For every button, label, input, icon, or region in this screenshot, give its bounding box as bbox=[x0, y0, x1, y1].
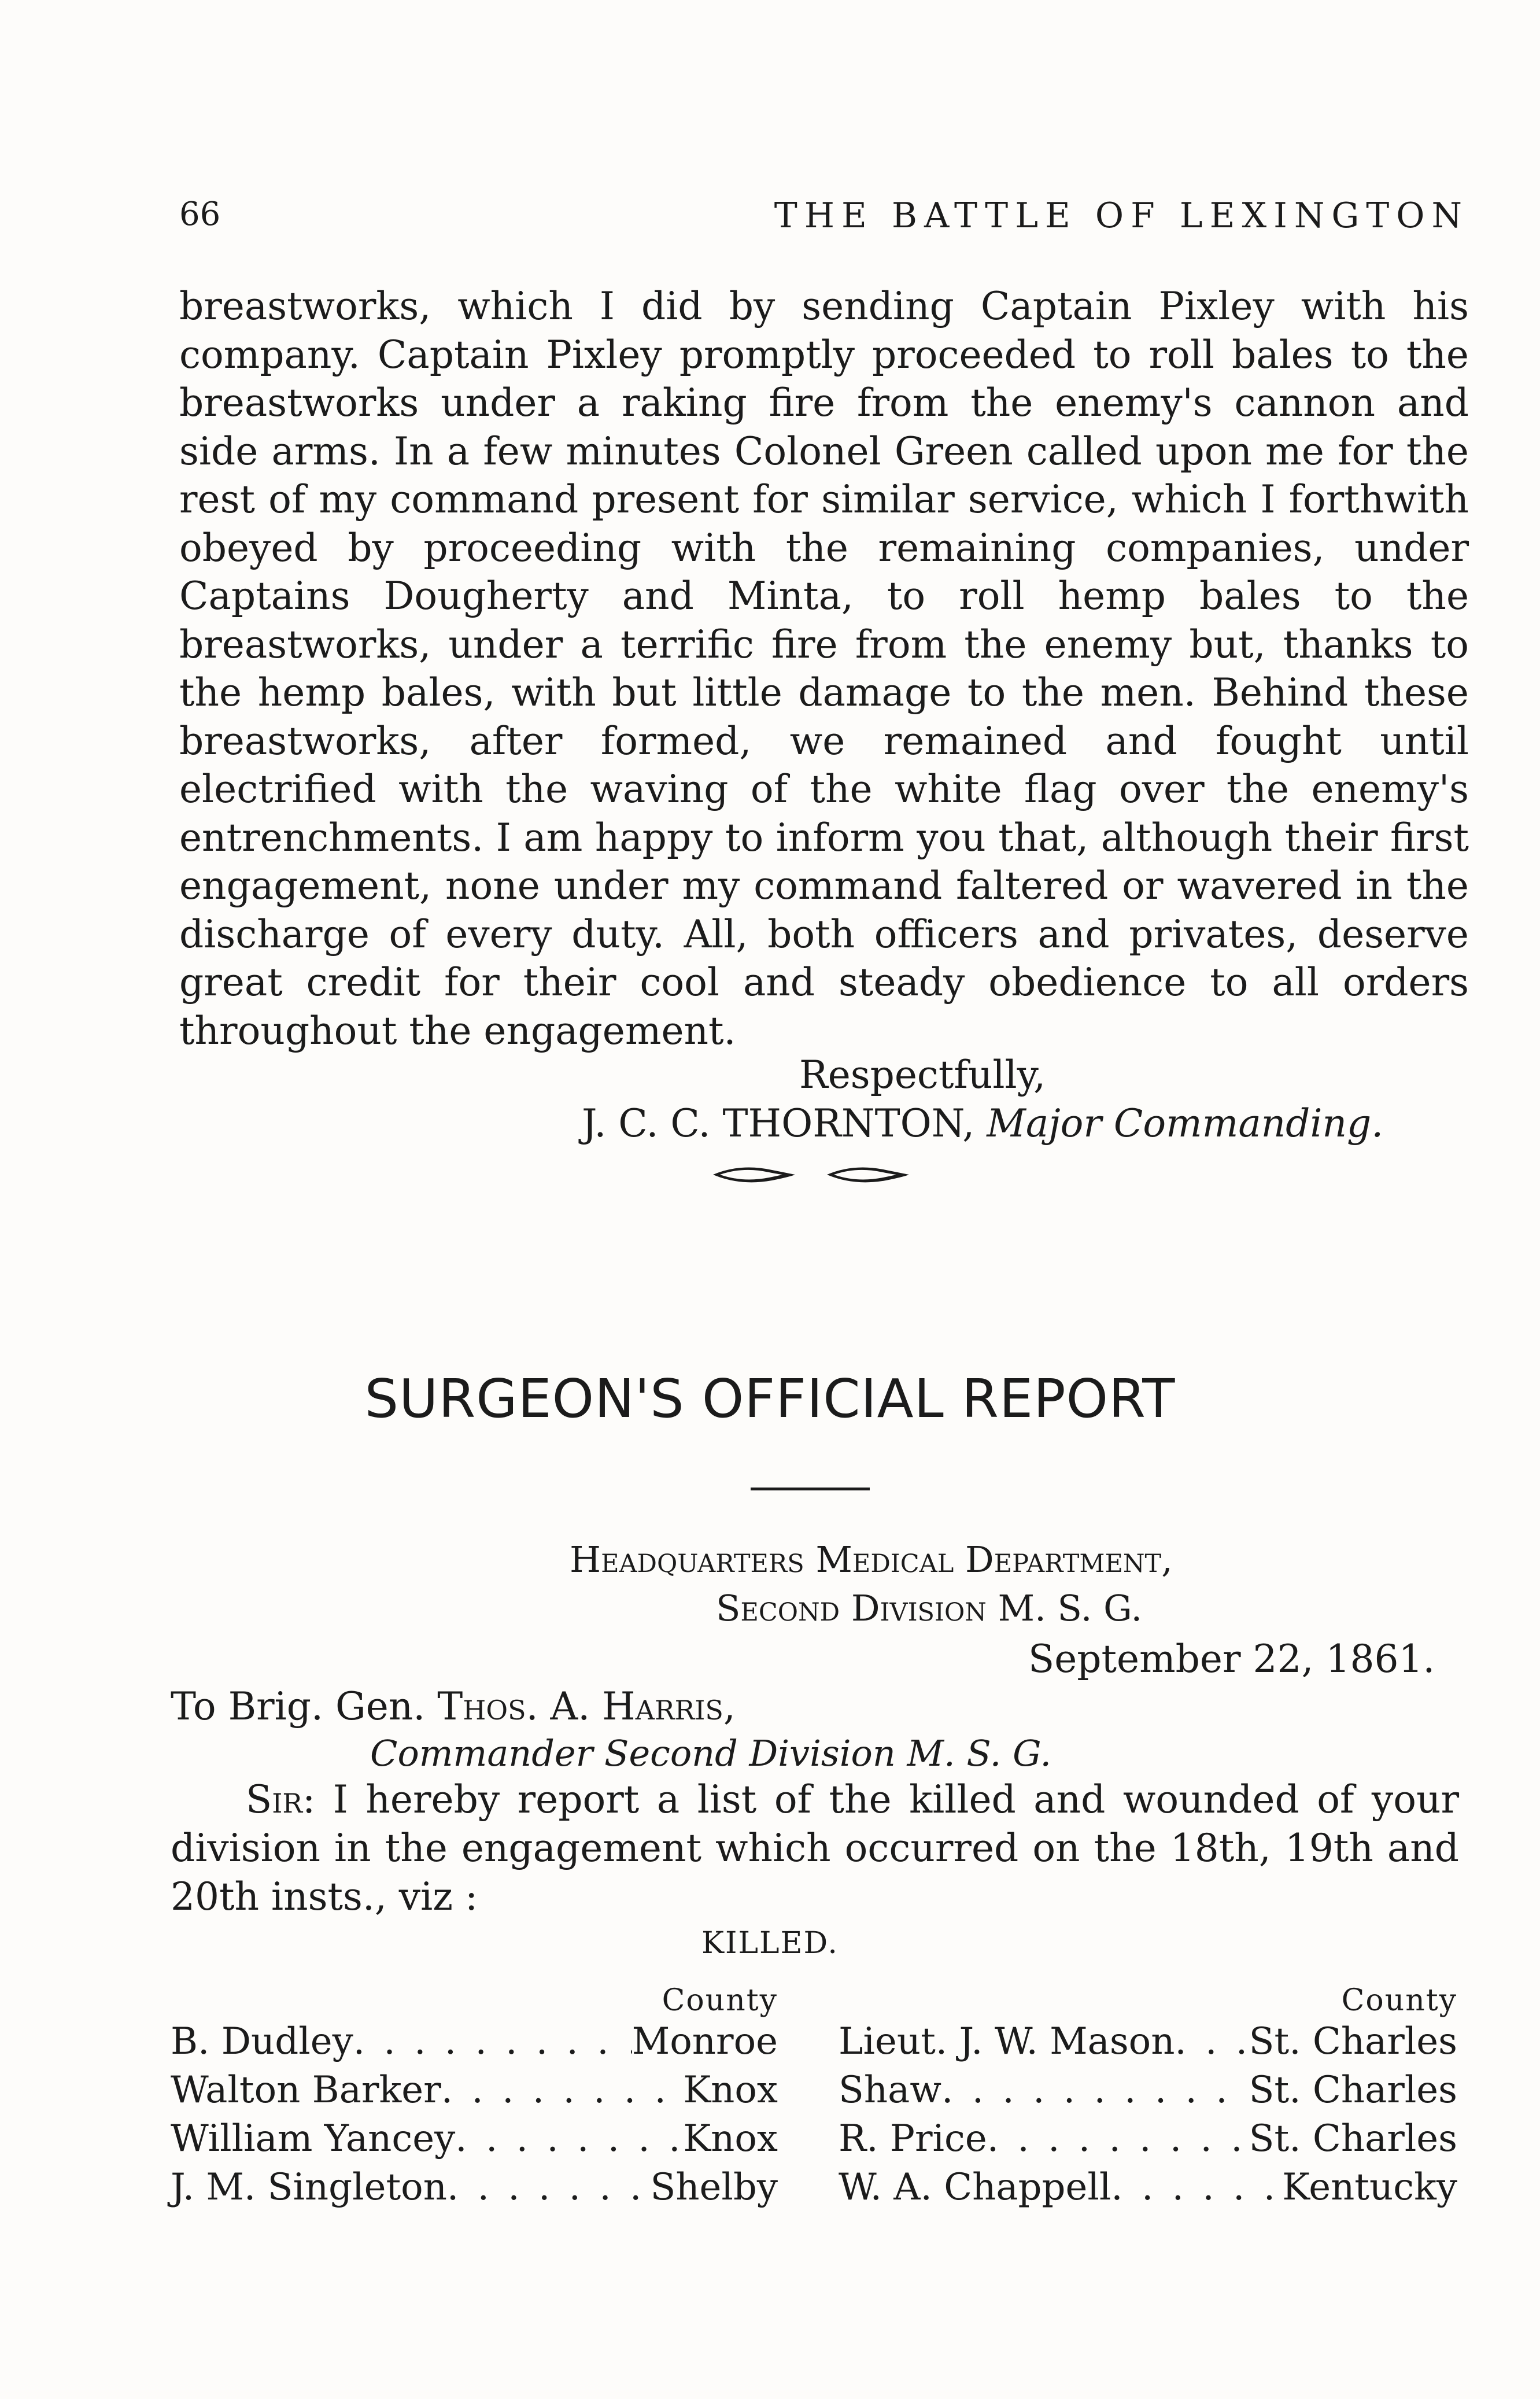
signature bbox=[582, 1101, 1383, 1146]
leader-dots bbox=[987, 2114, 1249, 2163]
killed-name: Shaw bbox=[839, 2069, 941, 2112]
list-item bbox=[839, 2114, 1457, 2163]
list-item bbox=[171, 2114, 778, 2163]
list-item bbox=[171, 2066, 778, 2114]
leader-dots bbox=[941, 2066, 1249, 2114]
running-title: THE BATTLE OF LEXINGTON bbox=[774, 195, 1469, 236]
killed-name: Walton Barker bbox=[171, 2069, 441, 2112]
county-header: County bbox=[1341, 1983, 1457, 2018]
killed-name: R. Price bbox=[839, 2117, 987, 2160]
list-item bbox=[839, 2017, 1457, 2066]
list-item bbox=[171, 2163, 778, 2212]
addressee-name: Thos. A. Harris, bbox=[437, 1684, 736, 1729]
county-header: County bbox=[662, 1983, 778, 2018]
title-rule bbox=[751, 1488, 870, 1490]
killed-county: Kentucky bbox=[1282, 2166, 1457, 2209]
killed-list-right bbox=[839, 1984, 1457, 2212]
commander-line: Commander Second Division M. S. G. bbox=[370, 1732, 1052, 1774]
running-head bbox=[179, 195, 1469, 248]
list-item bbox=[839, 2066, 1457, 2114]
leader-dots bbox=[353, 2017, 632, 2066]
killed-county: Knox bbox=[683, 2117, 778, 2160]
signature-title: Major Commanding. bbox=[987, 1101, 1384, 1146]
killed-county: Shelby bbox=[650, 2166, 778, 2209]
leader-dots bbox=[1111, 2163, 1282, 2212]
section-title: SURGEON'S OFFICIAL REPORT bbox=[364, 1368, 1176, 1430]
list-item bbox=[171, 2017, 778, 2066]
page-number: 66 bbox=[179, 195, 221, 233]
killed-county: Knox bbox=[683, 2069, 778, 2112]
killed-name: Lieut. J. W. Mason bbox=[839, 2020, 1175, 2063]
ornament-divider bbox=[708, 1158, 917, 1191]
report-paragraph: breastworks, which I did by sending Captain Pixley with his company. Captain Pixley promptly proceeded to roll bales to the breastworks under a raking fire from the enemy's cannon and side arms. In a few minutes Colonel Green called upon me for the rest of my command present for similar service, which I forthwith obeyed by proceeding with the remaining companies, under Captains Dougherty and Minta, to roll hemp bales to the breastworks, under a terrific fire from the enemy but, thanks to the hemp bales, with but little damage to the men. Behind these breastworks, after formed, we remained and fought until electrified with the waving of the white flag over the enemy's entrenchments. I am happy to inform you that, although their first engagement, none under my command faltered or wavered in the discharge of every duty. All, both officers and privates, deserve great credit for their cool and steady obedience to all orders throughout the engagement. bbox=[179, 284, 1469, 1053]
killed-list-left bbox=[171, 1984, 778, 2212]
killed-name: William Yancey bbox=[171, 2117, 456, 2160]
killed-county: St. Charles bbox=[1249, 2117, 1457, 2160]
report-date: September 22, 1861. bbox=[1028, 1637, 1435, 1681]
killed-county: St. Charles bbox=[1249, 2069, 1457, 2112]
heading-line-2: Second Division M. S. G. bbox=[716, 1587, 1143, 1629]
leader-dots bbox=[455, 2114, 683, 2163]
signature-name: J. C. C. THORNTON, bbox=[582, 1101, 975, 1146]
killed-name: B. Dudley bbox=[171, 2020, 353, 2063]
salutation-paragraph bbox=[171, 1776, 1459, 1921]
salutation: Sir: bbox=[246, 1777, 316, 1822]
report-body: I hereby report a list of the killed and wounded of your division in the engagement which occurred on the 18th, 19th and 20th insts., viz : bbox=[171, 1777, 1459, 1919]
killed-name: W. A. Chappell bbox=[839, 2166, 1111, 2209]
addressee bbox=[171, 1684, 736, 1729]
list-item bbox=[839, 2163, 1457, 2212]
killed-county: Monroe bbox=[631, 2020, 778, 2063]
leader-dots bbox=[447, 2163, 651, 2212]
leader-dots bbox=[1175, 2017, 1249, 2066]
closing: Respectfully, bbox=[799, 1053, 1046, 1097]
killed-heading: KILLED. bbox=[701, 1926, 839, 1961]
killed-name: J. M. Singleton bbox=[171, 2166, 447, 2209]
leader-dots bbox=[441, 2066, 684, 2114]
killed-county: St. Charles bbox=[1249, 2020, 1457, 2063]
heading-line-1: Headquarters Medical Department, bbox=[570, 1538, 1173, 1581]
addressee-prefix: To Brig. Gen. bbox=[171, 1684, 426, 1729]
